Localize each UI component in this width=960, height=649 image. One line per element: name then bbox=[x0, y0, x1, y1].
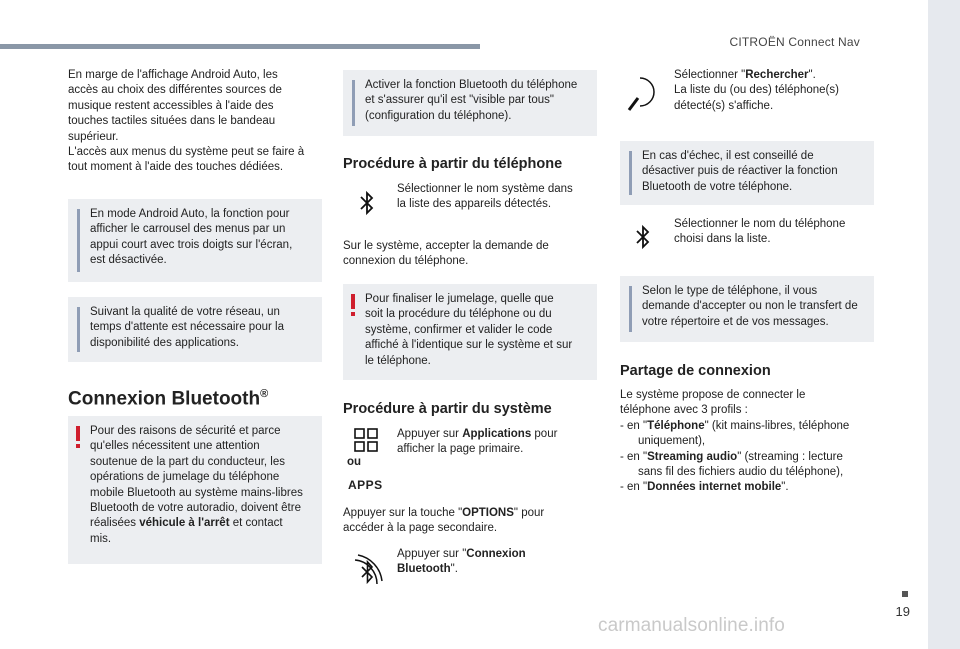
warning-note-safety: Pour des raisons de sécurité et parce qu'elles nécessitent une attention soutenue de la part du conducteur, les opérations de jumelage du téléphone mobile Bluetooth au système mains-libres Bluetooth de votre autoradio, doivent être réalisées véhicule à l'arrêt et contact mis. bbox=[68, 416, 322, 564]
step-select-search: Sélectionner "Rechercher". La liste du (ou des) téléphone(s) détecté(s) s'affiche. bbox=[674, 69, 839, 112]
search-magnifier-icon bbox=[626, 76, 660, 112]
step-press-options: Appuyer sur la touche "OPTIONS" pour accéder à la page secondaire. bbox=[343, 507, 545, 535]
info-note-activate-bluetooth: Activer la fonction Bluetooth du téléphone et s'assurer qu'il est "visible par tous" (configuration du téléphone). bbox=[343, 70, 597, 136]
page-edge-strip bbox=[928, 0, 960, 649]
sharing-profiles-text: Le système propose de connecter le téléphone avec 3 profils : - en "Téléphone" (kit mains-libres, téléphone uniquement), - en "Streaming audio" (streaming : lecture sans fil des fichiers audio du téléphone), - en "Données internet mobile". bbox=[620, 388, 880, 496]
info-note-network: Suivant la qualité de votre réseau, un temps d'attente est nécessaire pour la disponibilité des applications. bbox=[68, 297, 322, 362]
step-press-applications: Appuyer sur Applications pour afficher la page primaire. bbox=[397, 428, 558, 456]
watermark: carmanualsonline.info bbox=[598, 615, 785, 636]
info-note-phone-type: Selon le type de téléphone, il vous demande d'accepter ou non le transfert de votre répertoire et de vos messages. bbox=[620, 276, 874, 342]
warning-icon bbox=[75, 426, 81, 448]
bluetooth-icon bbox=[360, 190, 374, 216]
heading-connection-sharing: Partage de connexion bbox=[620, 363, 771, 379]
warning-note-pairing: Pour finaliser le jumelage, quelle que soit la procédure du téléphone ou du système, confirmer et valider le code affiché à l'identique sur le système et sur le téléphone. bbox=[343, 284, 597, 380]
list-item: - en "Données internet mobile". bbox=[620, 481, 789, 494]
page-number: 19 bbox=[895, 604, 910, 619]
accept-connection-text: Sur le système, accepter la demande de connexion du téléphone. bbox=[343, 240, 549, 268]
step-select-system-name: Sélectionner le nom système dans la liste des appareils détectés. bbox=[397, 183, 573, 211]
apps-button-label: APPS bbox=[348, 478, 383, 492]
applications-grid-icon bbox=[354, 428, 378, 452]
page-end-marker bbox=[902, 591, 908, 597]
or-label: ou bbox=[347, 456, 362, 468]
step-press-bluetooth-connection: Appuyer sur "Connexion Bluetooth". bbox=[397, 548, 526, 576]
bluetooth-icon bbox=[636, 224, 650, 250]
heading-phone-procedure: Procédure à partir du téléphone bbox=[343, 156, 563, 172]
intro-paragraph: En marge de l'affichage Android Auto, les accès au choix des différentes sources de musique restent accessibles à l'aide des touches tactiles situées dans le bandeau supérieur. L'accès aux menus du système peut se faire à tout moment à l'aide des touches dédiées. bbox=[68, 69, 305, 174]
section-title-bluetooth: Connexion Bluetooth® bbox=[68, 388, 269, 410]
step-select-phone-name: Sélectionner le nom du téléphone choisi dans la liste. bbox=[674, 218, 846, 246]
header-rule bbox=[0, 44, 480, 49]
heading-system-procedure: Procédure à partir du système bbox=[343, 401, 552, 417]
info-note-failure: En cas d'échec, il est conseillé de désactiver puis de réactiver la fonction Bluetooth de votre téléphone. bbox=[620, 141, 874, 205]
info-note-android-auto: En mode Android Auto, la fonction pour afficher le carrousel des menus par un appui court avec trois doigts sur l'écran, est désactivée. bbox=[68, 199, 322, 282]
warning-icon bbox=[350, 294, 356, 316]
list-item: - en "Téléphone" (kit mains-libres, téléphone bbox=[620, 419, 850, 432]
bluetooth-connection-icon bbox=[351, 550, 387, 590]
brand-label: CITROËN Connect Nav bbox=[729, 35, 860, 49]
list-item: - en "Streaming audio" (streaming : lecture bbox=[620, 450, 843, 463]
